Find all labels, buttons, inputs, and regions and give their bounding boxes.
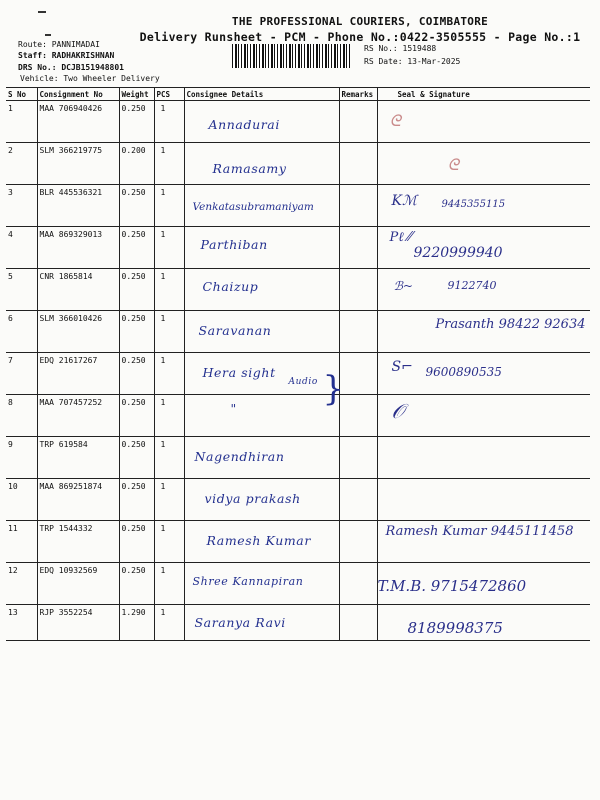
row-consignee — [184, 101, 339, 143]
signature-scribble: ᘓ — [447, 155, 459, 174]
table-row — [6, 227, 590, 269]
row-weight: 0.250 — [119, 437, 154, 479]
row-signature — [377, 395, 590, 437]
signature-scribble: S⌐ — [391, 359, 413, 375]
row-sno: 3 — [6, 185, 37, 227]
row-signature — [377, 605, 590, 641]
row-consignment: EDQ 21617267 — [37, 353, 119, 395]
row-sno: 6 — [6, 311, 37, 353]
table-row — [6, 185, 590, 227]
row-sno: 9 — [6, 437, 37, 479]
row-signature — [377, 311, 590, 353]
row-remarks — [339, 605, 377, 641]
table-row — [6, 311, 590, 353]
row-consignee — [184, 437, 339, 479]
row-pcs: 1 — [154, 479, 184, 521]
col-signature: Seal & Signature — [377, 88, 590, 101]
signature-phone: 8189998375 — [407, 619, 503, 637]
table-row — [6, 521, 590, 563]
signature-phone: 9122740 — [447, 279, 497, 292]
table-row — [6, 605, 590, 641]
row-signature — [377, 269, 590, 311]
row-weight: 0.250 — [119, 479, 154, 521]
route-label: Route: PANNIMADAI — [18, 40, 100, 49]
row-consignment: MAA 869251874 — [37, 479, 119, 521]
row-weight: 0.250 — [119, 311, 154, 353]
staff-label: Staff: RADHAKRISHNAN — [18, 51, 115, 60]
row-remarks — [339, 437, 377, 479]
row-weight: 0.250 — [119, 269, 154, 311]
col-remarks: Remarks — [339, 88, 377, 101]
row-consignment: TRP 1544332 — [37, 521, 119, 563]
row-remarks — [339, 479, 377, 521]
vehicle-label: Vehicle: Two Wheeler Delivery — [20, 74, 160, 83]
signature-text: T.M.B. 9715472860 — [377, 577, 527, 595]
table-row — [6, 101, 590, 143]
signature-scribble: ℬ~ — [393, 279, 413, 293]
row-weight: 0.250 — [119, 101, 154, 143]
row-remarks — [339, 311, 377, 353]
consignee-name: Shree Kannapiran — [192, 575, 304, 588]
rs-date: RS Date: 13-Mar-2025 — [364, 57, 461, 66]
row-sno: 2 — [6, 143, 37, 185]
row-pcs: 1 — [154, 563, 184, 605]
row-sno: 1 — [6, 101, 37, 143]
row-consignment: CNR 1865814 — [37, 269, 119, 311]
consignee-name: " — [230, 401, 237, 416]
consignee-name: Saravanan — [198, 323, 272, 338]
mark — [45, 34, 51, 36]
consignee-name: Annadurai — [208, 117, 280, 132]
signature-text: Ramesh Kumar 9445111458 — [385, 524, 574, 539]
consignee-name: Ramasamy — [212, 161, 287, 176]
table-row — [6, 563, 590, 605]
row-pcs: 1 — [154, 269, 184, 311]
row-sno: 11 — [6, 521, 37, 563]
row-pcs: 1 — [154, 311, 184, 353]
bracket-mark: } — [322, 369, 345, 409]
row-sno: 4 — [6, 227, 37, 269]
row-signature — [377, 185, 590, 227]
row-sno: 8 — [6, 395, 37, 437]
row-remarks — [339, 395, 377, 437]
col-consignee: Consignee Details — [184, 88, 339, 101]
row-consignee — [184, 605, 339, 641]
consignee-name: vidya prakash — [204, 491, 301, 506]
row-pcs: 1 — [154, 353, 184, 395]
barcode — [232, 44, 350, 68]
col-pcs: PCS — [154, 88, 184, 101]
row-remarks — [339, 521, 377, 563]
row-weight: 1.290 — [119, 605, 154, 641]
row-remarks — [339, 563, 377, 605]
table-row — [6, 143, 590, 185]
row-consignment: EDQ 10932569 — [37, 563, 119, 605]
row-consignee — [184, 143, 339, 185]
row-pcs: 1 — [154, 143, 184, 185]
runsheet-table — [6, 87, 590, 641]
row-remarks — [339, 143, 377, 185]
signature-scribble: Kℳ — [391, 193, 417, 209]
row-consignment: TRP 619584 — [37, 437, 119, 479]
signature-text: Prasanth 98422 92634 — [435, 317, 586, 332]
col-sno: S No — [6, 88, 37, 101]
mark — [38, 11, 46, 13]
row-pcs: 1 — [154, 227, 184, 269]
consignee-name: Hera sight — [202, 365, 276, 380]
row-sno: 13 — [6, 605, 37, 641]
consignee-name: Chaizup — [202, 279, 259, 294]
row-sno: 7 — [6, 353, 37, 395]
signature-phone: 9220999940 — [413, 245, 503, 261]
row-consignment: MAA 707457252 — [37, 395, 119, 437]
row-consignee — [184, 311, 339, 353]
table-header — [6, 88, 590, 101]
row-weight: 0.250 — [119, 227, 154, 269]
row-pcs: 1 — [154, 605, 184, 641]
row-weight: 0.250 — [119, 185, 154, 227]
row-consignee — [184, 479, 339, 521]
row-pcs: 1 — [154, 101, 184, 143]
col-weight: Weight — [119, 88, 154, 101]
runsheet-subtitle: Delivery Runsheet - PCM - Phone No.:0422-3505555 - Page No.:1 — [139, 30, 581, 44]
row-consignee — [184, 353, 339, 395]
row-signature — [377, 101, 590, 143]
drs-label: DRS No.: DCJB151948801 — [18, 63, 124, 72]
signature-scribble: Pℓ ⁄⁄ — [389, 230, 413, 245]
row-signature — [377, 521, 590, 563]
row-consignment: MAA 869329013 — [37, 227, 119, 269]
row-signature — [377, 479, 590, 521]
row-sno: 10 — [6, 479, 37, 521]
table-row — [6, 395, 590, 437]
row-pcs: 1 — [154, 437, 184, 479]
row-remarks — [339, 101, 377, 143]
row-signature — [377, 227, 590, 269]
row-consignment: SLM 366219775 — [37, 143, 119, 185]
row-weight: 0.250 — [119, 395, 154, 437]
table-row — [6, 269, 590, 311]
row-signature — [377, 143, 590, 185]
row-remarks — [339, 185, 377, 227]
row-consignee — [184, 269, 339, 311]
consignee-name: Parthiban — [200, 237, 268, 252]
row-weight: 0.250 — [119, 563, 154, 605]
signature-scribble: ᘓ — [389, 111, 401, 130]
row-signature — [377, 563, 590, 605]
signature-phone: 9600890535 — [425, 365, 502, 379]
row-consignee — [184, 563, 339, 605]
consignee-name: Nagendhiran — [194, 449, 285, 464]
row-sno: 5 — [6, 269, 37, 311]
row-pcs: 1 — [154, 521, 184, 563]
row-consignee — [184, 227, 339, 269]
row-pcs: 1 — [154, 395, 184, 437]
table-row — [6, 479, 590, 521]
consignee-name: Venkatasubramaniyam — [192, 201, 314, 213]
consignee-note: Audio — [288, 377, 318, 387]
signature-phone: 9445355115 — [441, 199, 506, 210]
consignee-name: Saranya Ravi — [194, 615, 286, 630]
row-consignee — [184, 185, 339, 227]
row-consignment: BLR 445536321 — [37, 185, 119, 227]
row-weight: 0.200 — [119, 143, 154, 185]
col-consignment: Consignment No — [37, 88, 119, 101]
rs-number: RS No.: 1519488 — [364, 44, 437, 53]
row-consignment: SLM 366010426 — [37, 311, 119, 353]
row-weight: 0.250 — [119, 521, 154, 563]
row-remarks — [339, 227, 377, 269]
row-sno: 12 — [6, 563, 37, 605]
row-consignee — [184, 521, 339, 563]
row-consignment: MAA 706940426 — [37, 101, 119, 143]
row-pcs: 1 — [154, 185, 184, 227]
consignee-name: Ramesh Kumar — [206, 533, 311, 548]
row-weight: 0.250 — [119, 353, 154, 395]
signature-scribble: 𝒪 — [391, 399, 405, 423]
table-row — [6, 353, 590, 395]
row-remarks — [339, 269, 377, 311]
row-signature — [377, 353, 590, 395]
row-consignment: RJP 3552254 — [37, 605, 119, 641]
table-row — [6, 437, 590, 479]
company-title: THE PROFESSIONAL COURIERS, COIMBATORE — [231, 15, 489, 28]
row-signature — [377, 437, 590, 479]
